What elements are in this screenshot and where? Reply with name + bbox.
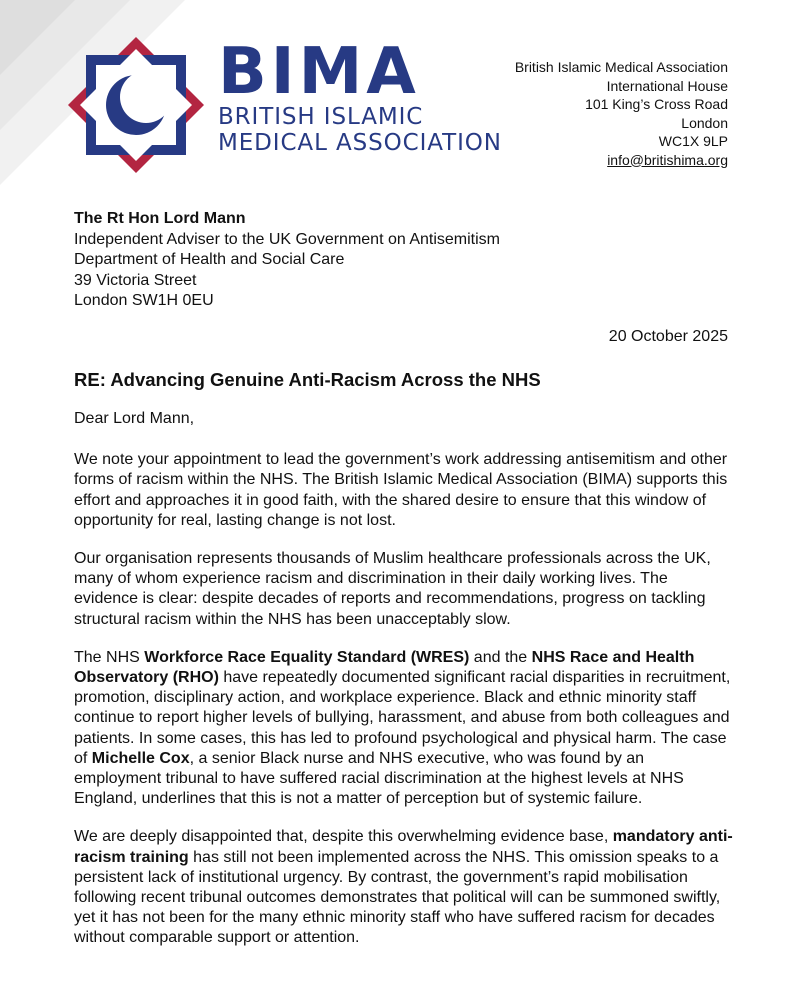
logo-wordmark [218, 35, 502, 156]
bima-octagram-crescent-icon [66, 35, 206, 175]
sender-email-link[interactable]: info@britishima.org [607, 151, 728, 168]
paragraph-2: Our organisation represents thousands of Muslim healthcare professionals across the UK, many of whom experience racism and discrimination in their daily working lives. The evidence is clear: despite decades of reports and recommendations, progress on tackling structural racism within the NHS has been unacceptably slow. [74, 550, 711, 628]
wres-emphasis: Workforce Race Equality Standard (WRES) [144, 648, 470, 666]
sender-postcode: WC1X 9LP [658, 133, 728, 149]
letter-body [74, 409, 734, 967]
sender-address [515, 58, 728, 169]
logo-wordmark-bima: BIMA [218, 35, 420, 109]
sender-building: International House [606, 77, 728, 94]
logo-line-british-islamic: BRITISH ISLAMIC [218, 104, 424, 130]
paragraph-3-text-4: , a senior Black nurse and NHS executive, who was found by an employment tribunal to have suffered racial discrimination at the highest levels at NHS England, underlines that this is not a matter of perception but of systemic failure. [74, 749, 684, 808]
michelle-cox-emphasis: Michelle Cox [91, 749, 190, 767]
paragraph-3-text-1: The NHS [74, 648, 145, 666]
paragraph-1: We note your appointment to lead the government’s work addressing antisemitism and other forms of racism within the NHS. The British Islamic Medical Association (BIMA) supports this effort and approaches it in good faith, with the shared desire to ensure that this window of opportunity for real, lasting change is not lost. [74, 451, 728, 529]
recipient-address [74, 209, 500, 312]
paragraph-3 [74, 648, 734, 810]
paragraph-3-text-2: and the [469, 648, 532, 666]
salutation: Dear Lord Mann, [74, 410, 195, 427]
recipient-department: Department of Health and Social Care [74, 251, 345, 268]
letter-subject: RE: Advancing Genuine Anti-Racism Across the NHS [74, 369, 541, 390]
paragraph-4 [74, 827, 734, 948]
recipient-city-postcode: London SW1H 0EU [74, 292, 214, 309]
recipient-street: 39 Victoria Street [74, 271, 197, 289]
sender-street: 101 King’s Cross Road [585, 96, 728, 112]
sender-city: London [681, 114, 728, 131]
paragraph-4-text-2: has still not been implemented across the NHS. This omission speaks to a persistent lack of institutional urgency. By contrast, the government’s rapid mobilisation following recent tribunal outcomes demonstrates that political will can be summoned swiftly, yet it has not been for the many ethnic minority staff who have suffered racism for decades without comparable support or attention. [74, 848, 721, 947]
mandatory-training-emphasis: mandatory anti-racism training [74, 828, 733, 866]
paragraph-4-text-1: We are deeply disappointed that, despite this overwhelming evidence base, [74, 828, 613, 846]
logo-line-medical-association: MEDICAL ASSOCIATION [218, 130, 502, 156]
paragraph-3-text-3: have repeatedly documented significant racial disparities in recruitment, promotion, disciplinary action, and workplace experience. Black and ethnic minority staff continue to report higher levels of bullying, harassment, and abuse from both colleagues and patients. In some cases, this has led to profound psychological and physical harm. The case of [74, 669, 731, 767]
letter-date: 20 October 2025 [608, 328, 728, 345]
recipient-name: The Rt Hon Lord Mann [74, 210, 246, 227]
sender-organisation: British Islamic Medical Association [514, 59, 728, 75]
recipient-role: Independent Adviser to the UK Government on Antisemitism [74, 230, 501, 248]
rho-emphasis: NHS Race and Health Observatory (RHO) [74, 648, 695, 687]
